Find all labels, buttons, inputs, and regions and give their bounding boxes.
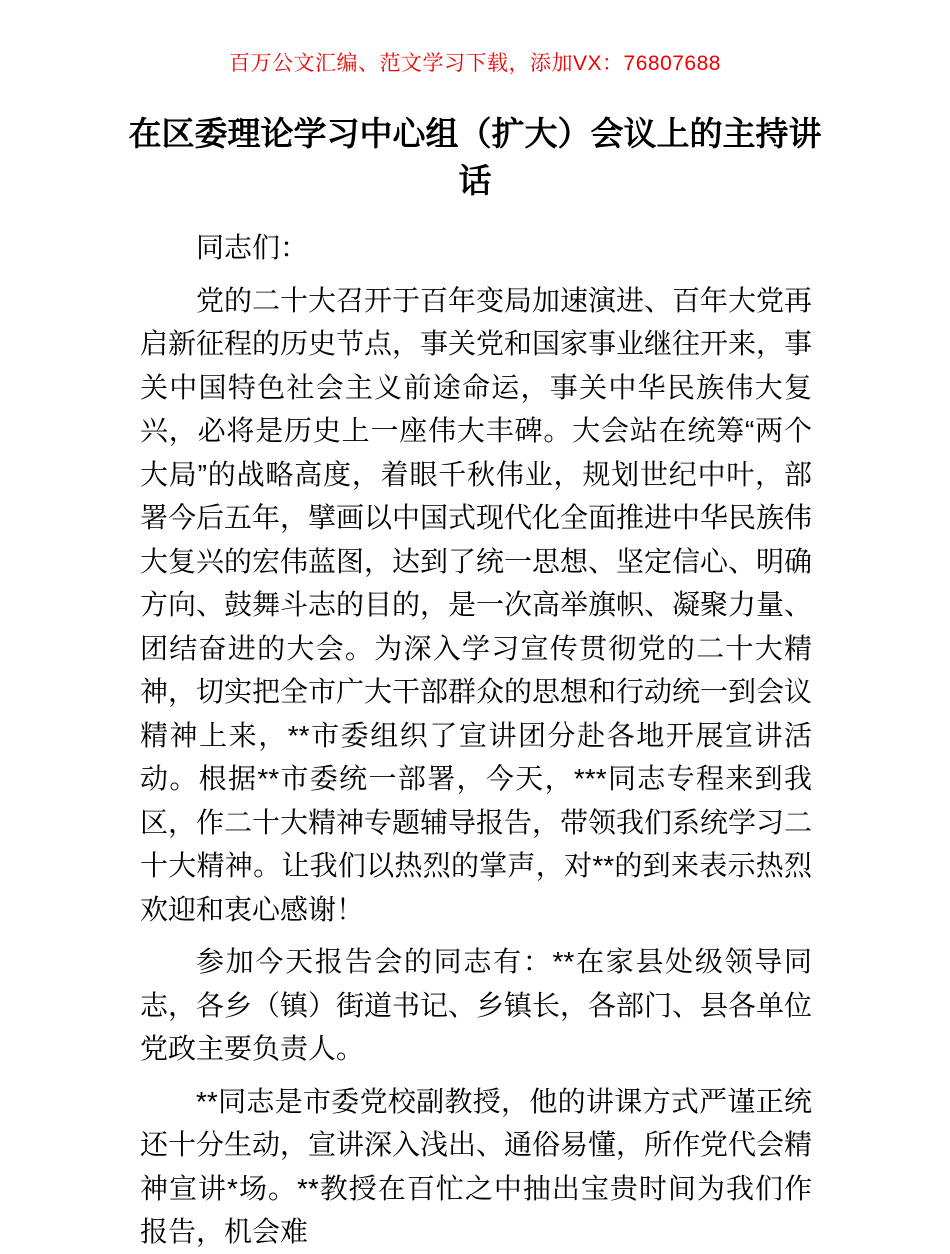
document-title: 在区委理论学习中心组（扩大）会议上的主持讲话 — [128, 115, 822, 199]
paragraph-body-1: 党的二十大召开于百年变局加速演进、百年大党再启新征程的历史节点，事关党和国家事业继往开来，事关中国特色社会主义前途命运，事关中华民族伟大复兴，必将是历史上一座伟大丰碑。大会站在统筹“两个大局”的战略高度，着眼千秋伟业，规划世纪中叶，部署今后五年，擘画以中国式现代化全面推进中华民族伟大复兴的宏伟蓝图，达到了统一思想、坚定信心、明确方向、鼓舞斗志的目的，是一次高举旗帜、凝聚力量、团结奋进的大会。为深入学习宣传贯彻党的二十大精神，切实把全市广大干部群众的思想和行动统一到会议精神上来，**市委组织了宣讲团分赴各地开展宣讲活动。根据**市委统一部署，今天，***同志专程来到我区，作二十大精神专题辅导报告，带领我们系统学习二十大精神。让我们以热烈的掌声，对**的到来表示热烈欢迎和衷心感谢！ — [140, 284, 813, 925]
paragraph-salutation: 同志们： — [196, 232, 309, 263]
paragraph-body-3: **同志是市委党校副教授，他的讲课方式严谨正统还十分生动，宣讲深入浅出、通俗易懂，所作党代会精神宣讲*场。**教授在百忙之中抽出宝贵时间为我们作报告，机会难 — [140, 1085, 813, 1247]
promo-header-note: 百万公文汇编、范文学习下载，添加VX：76807688 — [229, 52, 721, 75]
paragraph-body-2: 参加今天报告会的同志有：**在家县处级领导同志，各乡（镇）街道书记、乡镇长，各部门、县各单位党政主要负责人。 — [140, 946, 813, 1064]
document-body — [140, 226, 812, 1254]
